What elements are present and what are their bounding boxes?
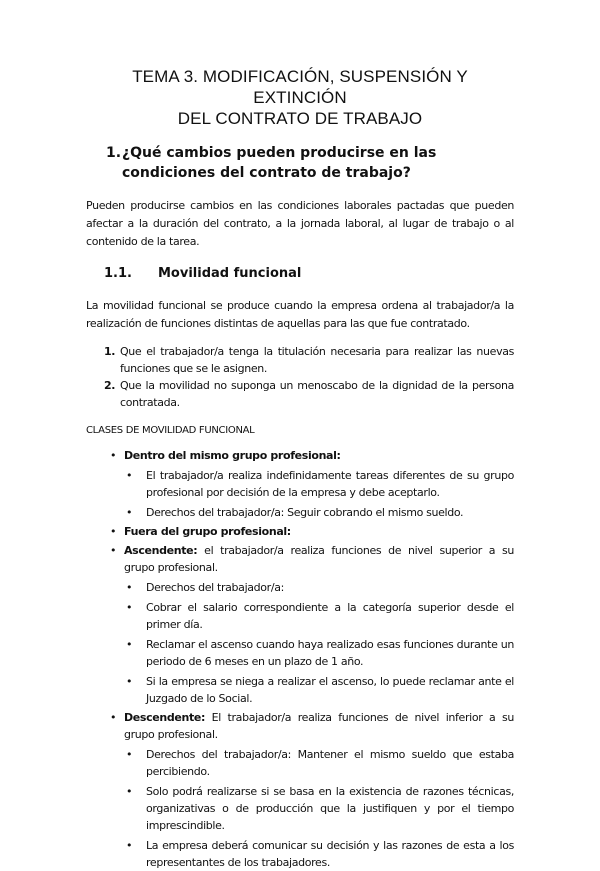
subsection-heading (86, 265, 514, 283)
bullet-icon: • (126, 581, 133, 594)
list-item (86, 542, 514, 707)
item-text: Que el trabajador/a tenga la titulación necesaria para realizar las nuevas funciones que se le asignen. (120, 345, 514, 375)
bullet-icon: • (110, 525, 117, 538)
item-text: el trabajador/a realiza funciones de nivel superior a su grupo profesional. (124, 544, 514, 574)
list-item (124, 746, 514, 780)
section-number: 1. (106, 145, 122, 161)
item-text: Que la movilidad no suponga un menoscabo de la dignidad de la persona contratada. (120, 379, 514, 409)
bullet-icon: • (110, 449, 117, 462)
bullet-icon: • (126, 675, 133, 688)
list-item (124, 673, 514, 707)
item-text: Cobrar el salario correspondiente a la categoría superior desde el primer día. (146, 601, 514, 631)
subsection-title: Movilidad funcional (158, 266, 302, 281)
bullet-icon: • (126, 785, 133, 798)
list-item (86, 377, 514, 411)
item-label: Descendente: (124, 711, 206, 724)
item-number: 1. (104, 345, 116, 358)
list-item (86, 523, 514, 540)
bullet-icon: • (110, 544, 117, 557)
list-item (124, 579, 514, 596)
clases-list (86, 447, 514, 871)
subsection-paragraph: La movilidad funcional se produce cuando la empresa ordena al trabajador/a la realización de funciones distintas de aquellas para las que fue contratado. (86, 299, 514, 330)
title-line-1: TEMA 3. MODIFICACIÓN, SUSPENSIÓN Y EXTINCIÓN (132, 67, 468, 107)
section-1-paragraph: Pueden producirse cambios en las condiciones laborales pactadas que pueden afectar a la duración del contrato, a la jornada laboral, al lugar de trabajo o al contenido de la tarea. (86, 199, 514, 248)
bullet-icon: • (126, 748, 133, 761)
item-text: El trabajador/a realiza funciones de nivel inferior a su grupo profesional. (124, 711, 514, 741)
item-text: Solo podrá realizarse si se basa en la existencia de razones técnicas, organizativas o de producción que la justifiquen y por el tiempo imprescindible. (146, 785, 514, 832)
item-label: Dentro del mismo grupo profesional: (124, 449, 341, 462)
list-item (86, 709, 514, 871)
subsection-number: 1.1. (104, 266, 132, 281)
bullet-icon: • (126, 506, 133, 519)
list-item (124, 783, 514, 834)
bullet-icon: • (126, 839, 133, 852)
item-text: La empresa deberá comunicar su decisión y las razones de esta a los representantes de los trabajadores. (146, 839, 514, 869)
item-label: Fuera del grupo profesional: (124, 525, 291, 538)
item-text: Derechos del trabajador/a: (146, 581, 284, 594)
clases-heading: CLASES DE MOVILIDAD FUNCIONAL (86, 425, 255, 436)
list-item (124, 504, 514, 521)
list-item (124, 467, 514, 501)
requirements-list (86, 343, 514, 411)
section-title: ¿Qué cambios pueden producirse en las condiciones del contrato de trabajo? (122, 145, 437, 181)
section-1-heading (86, 143, 514, 183)
item-text: Derechos del trabajador/a: Mantener el mismo sueldo que estaba percibiendo. (146, 748, 514, 778)
list-item (124, 599, 514, 633)
bullet-icon: • (126, 638, 133, 651)
bullet-icon: • (126, 469, 133, 482)
bullet-icon: • (110, 711, 117, 724)
page-title (86, 66, 514, 129)
list-item (124, 837, 514, 871)
item-text: El trabajador/a realiza indefinidamente tareas diferentes de su grupo profesional por decisión de la empresa y debe aceptarlo. (146, 469, 514, 499)
list-item (86, 447, 514, 521)
sub-list (124, 467, 514, 521)
list-item (86, 343, 514, 377)
sub-list (124, 579, 514, 707)
title-line-2: DEL CONTRATO DE TRABAJO (177, 109, 423, 128)
sub-list (124, 746, 514, 871)
item-text: Reclamar el ascenso cuando haya realizado esas funciones durante un periodo de 6 meses en un plazo de 1 año. (146, 638, 514, 668)
item-text: Derechos del trabajador/a: Seguir cobrando el mismo sueldo. (146, 506, 464, 519)
item-number: 2. (104, 379, 116, 392)
list-item (124, 636, 514, 670)
item-text: Si la empresa se niega a realizar el ascenso, lo puede reclamar ante el Juzgado de lo Social. (146, 675, 514, 705)
item-label: Ascendente: (124, 544, 198, 557)
bullet-icon: • (126, 601, 133, 614)
